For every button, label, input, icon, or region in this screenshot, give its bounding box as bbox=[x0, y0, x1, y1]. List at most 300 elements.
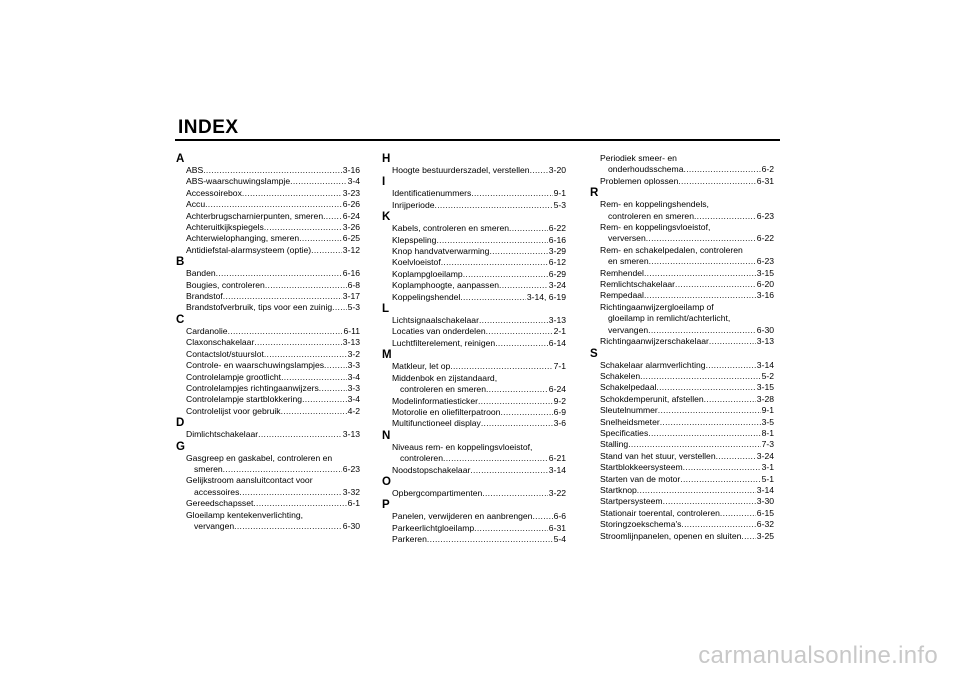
page-reference: 8-1 bbox=[761, 427, 774, 438]
leader-dots bbox=[500, 407, 552, 418]
entry-text: Contactslot/stuurslot bbox=[186, 348, 264, 359]
entry-text: en smeren bbox=[608, 256, 649, 267]
entry-text: vervangen bbox=[608, 324, 649, 335]
index-entry bbox=[589, 382, 774, 393]
entry-text: Claxonschakelaar bbox=[186, 337, 255, 348]
entry-text: ABS bbox=[186, 165, 204, 175]
leader-dots bbox=[704, 394, 756, 405]
entry-text: Richtingaanwijzerschakelaar bbox=[600, 336, 709, 347]
index-entry bbox=[381, 200, 566, 211]
page-reference: 6-12 bbox=[548, 257, 566, 268]
page-reference: 6-23 bbox=[756, 256, 774, 267]
page-reference: 6-11 bbox=[343, 325, 360, 336]
index-entry bbox=[381, 315, 566, 326]
page-reference: 6-15 bbox=[756, 507, 774, 518]
entry-text: Accessoirebox bbox=[186, 187, 242, 198]
leader-dots bbox=[471, 188, 552, 199]
page-reference: 5-2 bbox=[761, 370, 774, 381]
leader-dots bbox=[478, 396, 553, 407]
index-entry bbox=[175, 291, 360, 302]
entry-text: Koelvloeistof bbox=[392, 257, 441, 268]
entry-text: onderhoudsschema bbox=[608, 164, 684, 175]
entry-text: Multifunctioneel display bbox=[392, 418, 481, 429]
entry-text: Opbergcompartimenten bbox=[392, 487, 483, 498]
index-entry bbox=[381, 523, 566, 534]
page-reference: 5-3 bbox=[553, 199, 566, 210]
entry-text: Lichtsignaalschakelaar bbox=[392, 315, 479, 326]
entry-text: Motorolie en oliefilterpatroon bbox=[392, 406, 501, 417]
entry-text: Remhendel bbox=[600, 267, 644, 278]
entry-text: Startblokkeersysteem bbox=[600, 462, 683, 473]
leader-dots bbox=[258, 429, 342, 440]
entry-line bbox=[600, 485, 774, 496]
entry-text: Gereedschapsset bbox=[186, 498, 254, 509]
page-reference: 3-23 bbox=[342, 187, 360, 198]
leader-dots bbox=[648, 428, 760, 439]
entry-line bbox=[186, 349, 360, 360]
leader-dots bbox=[706, 360, 756, 371]
entry-text: Starten van de motor bbox=[600, 473, 681, 484]
entry-text: Accu bbox=[186, 199, 206, 210]
leader-dots bbox=[223, 291, 342, 302]
section-letter: B bbox=[176, 256, 185, 269]
leader-dots bbox=[481, 418, 553, 429]
page-reference: 6-29 bbox=[548, 268, 566, 279]
index-entry bbox=[175, 429, 360, 440]
leader-dots bbox=[435, 200, 553, 211]
page-reference: 3-4 bbox=[347, 394, 360, 405]
index-entry bbox=[589, 176, 774, 187]
entry-text: Locaties van onderdelen bbox=[392, 326, 486, 337]
index-entry bbox=[175, 280, 360, 291]
leader-dots bbox=[660, 417, 761, 428]
index-entry bbox=[381, 418, 566, 429]
section-letter: G bbox=[176, 440, 185, 453]
entry-line bbox=[186, 521, 360, 532]
entry-text: Parkeren bbox=[392, 534, 427, 545]
page-reference: 3-13 bbox=[342, 337, 360, 348]
index-entry bbox=[381, 246, 566, 257]
entry-line bbox=[600, 302, 774, 313]
leader-dots bbox=[299, 233, 342, 244]
entry-line bbox=[392, 373, 566, 384]
index-entry bbox=[589, 508, 774, 519]
page-reference: 6-16 bbox=[342, 268, 360, 279]
entry-text: Controlelijst voor gebruik bbox=[186, 405, 281, 416]
entry-line bbox=[392, 523, 566, 534]
entry-text: Stroomlijnpanelen, openen en sluiten bbox=[600, 530, 742, 541]
index-entry bbox=[589, 199, 774, 222]
entry-line bbox=[186, 383, 360, 394]
entry-line bbox=[186, 188, 360, 199]
entry-text: Matkleur, let op bbox=[392, 361, 451, 372]
leader-dots bbox=[675, 279, 756, 290]
index-entry bbox=[175, 349, 360, 360]
leader-dots bbox=[311, 245, 342, 256]
index-entry bbox=[175, 453, 360, 476]
index-entry bbox=[175, 394, 360, 405]
entry-line bbox=[186, 245, 360, 256]
index-entry bbox=[589, 405, 774, 416]
entry-text: Gelijkstroom aansluitcontact voor bbox=[186, 475, 313, 486]
page-reference: 6-31 bbox=[548, 522, 566, 533]
page-reference: 6-23 bbox=[756, 210, 774, 221]
page-reference: 3-24 bbox=[548, 280, 566, 291]
entry-line bbox=[392, 200, 566, 211]
leader-dots bbox=[216, 268, 342, 279]
leader-dots bbox=[663, 496, 756, 507]
entry-text: Problemen oplossen bbox=[600, 175, 679, 186]
entry-line bbox=[392, 223, 566, 234]
entry-line bbox=[392, 465, 566, 476]
page-reference: 6-30 bbox=[342, 520, 360, 531]
leader-dots bbox=[319, 383, 347, 394]
leader-dots bbox=[482, 488, 548, 499]
entry-line bbox=[600, 222, 774, 233]
entry-line bbox=[600, 256, 774, 267]
entry-line bbox=[392, 188, 566, 199]
leader-dots bbox=[720, 508, 756, 519]
leader-dots bbox=[644, 290, 756, 301]
entry-line bbox=[600, 531, 774, 542]
entry-text: Remlichtschakelaar bbox=[600, 279, 675, 290]
index-entry bbox=[589, 245, 774, 268]
index-entry bbox=[381, 292, 566, 303]
page-title: INDEX bbox=[178, 117, 239, 138]
entry-text: Dimlichtschakelaar bbox=[186, 429, 259, 440]
leader-dots bbox=[302, 394, 347, 405]
leader-dots bbox=[254, 337, 341, 348]
leader-dots bbox=[486, 384, 548, 395]
page-reference: 3-15 bbox=[756, 382, 774, 393]
entry-line bbox=[600, 519, 774, 530]
index-column-3 bbox=[589, 153, 774, 542]
leader-dots bbox=[436, 235, 547, 246]
leader-dots bbox=[205, 199, 342, 210]
page-reference: 6-8 bbox=[347, 279, 360, 290]
page-reference: 3-3 bbox=[347, 360, 360, 371]
index-entry bbox=[175, 211, 360, 222]
leader-dots bbox=[253, 498, 346, 509]
index-entry bbox=[175, 372, 360, 383]
index-entry bbox=[589, 485, 774, 496]
index-entry bbox=[381, 534, 566, 545]
page-reference: 3-22 bbox=[548, 487, 566, 498]
entry-line bbox=[392, 246, 566, 257]
entry-line bbox=[600, 405, 774, 416]
entry-text: Achterwielophanging, smeren bbox=[186, 233, 300, 244]
section-letter: P bbox=[382, 499, 390, 512]
entry-line bbox=[186, 394, 360, 405]
page-reference: 3-26 bbox=[342, 222, 360, 233]
leader-dots bbox=[680, 474, 760, 485]
entry-text: Startknop bbox=[600, 484, 637, 495]
section-letter: O bbox=[382, 475, 391, 488]
entry-text: Startpersysteem bbox=[600, 496, 663, 507]
index-entry bbox=[175, 326, 360, 337]
entry-line bbox=[392, 292, 566, 303]
page-reference: 3-4 bbox=[347, 176, 360, 187]
entry-text: Richtingaanwijzergloeilamp of bbox=[600, 301, 714, 312]
leader-dots bbox=[678, 176, 755, 187]
entry-line bbox=[600, 313, 774, 324]
leader-dots bbox=[242, 188, 342, 199]
page-reference: 3-2 bbox=[347, 348, 360, 359]
entry-line bbox=[600, 417, 774, 428]
index-entry bbox=[381, 280, 566, 291]
index-entry bbox=[175, 498, 360, 509]
index-entry bbox=[381, 511, 566, 522]
entry-text: Schakelen bbox=[600, 370, 641, 381]
entry-text: Parkeerlichtgloeilamp bbox=[392, 522, 475, 533]
leader-dots bbox=[441, 257, 548, 268]
page-reference: 7-3 bbox=[761, 439, 774, 450]
page-reference: 5-3 bbox=[347, 302, 360, 313]
page-reference: 3-30 bbox=[756, 496, 774, 507]
entry-text: Niveaus rem- en koppelingsvloeistof, bbox=[392, 441, 533, 452]
entry-text: Klepspeling bbox=[392, 234, 437, 245]
page-reference: 3-15 bbox=[756, 267, 774, 278]
page-reference: 6-32 bbox=[756, 519, 774, 530]
leader-dots bbox=[646, 233, 756, 244]
entry-text: Koplamphoogte, aanpassen bbox=[392, 280, 500, 291]
entry-line bbox=[186, 487, 360, 498]
leader-dots bbox=[683, 462, 761, 473]
leader-dots bbox=[709, 336, 756, 347]
index-entry bbox=[175, 245, 360, 256]
entry-line bbox=[186, 337, 360, 348]
entry-line bbox=[186, 464, 360, 475]
entry-line bbox=[186, 475, 360, 486]
page-reference: 3-13 bbox=[548, 315, 566, 326]
entry-line bbox=[186, 326, 360, 337]
entry-text: Rem- en koppelingsvloeistof, bbox=[600, 222, 711, 233]
entry-text: Modelinformatiesticker bbox=[392, 395, 478, 406]
entry-line bbox=[392, 280, 566, 291]
index-entry bbox=[589, 474, 774, 485]
leader-dots bbox=[509, 223, 548, 234]
index-entry bbox=[381, 188, 566, 199]
index-entry bbox=[175, 406, 360, 417]
entry-line bbox=[186, 211, 360, 222]
entry-line bbox=[186, 176, 360, 187]
leader-dots bbox=[264, 349, 347, 360]
entry-text: Inrijperiode bbox=[392, 199, 435, 210]
entry-text: Controlelampje grootlicht bbox=[186, 371, 282, 382]
index-entry bbox=[381, 442, 566, 465]
entry-text: Identificatienummers bbox=[392, 188, 472, 199]
entry-line bbox=[600, 290, 774, 301]
entry-text: Achteruitkijkspiegels bbox=[186, 222, 264, 233]
entry-line bbox=[392, 338, 566, 349]
section-letter: C bbox=[176, 313, 185, 326]
entry-text: smeren bbox=[194, 463, 223, 474]
section-letter: M bbox=[382, 349, 392, 362]
entry-line bbox=[392, 257, 566, 268]
leader-dots bbox=[228, 326, 343, 337]
index-entry bbox=[175, 302, 360, 313]
entry-text: gloeilamp in remlicht/achterlicht, bbox=[608, 313, 731, 324]
leader-dots bbox=[648, 325, 756, 336]
page-reference: 6-14 bbox=[548, 337, 566, 348]
index-entry bbox=[589, 302, 774, 336]
entry-line bbox=[186, 165, 360, 176]
entry-text: Controle- en waarschuwingslampjes bbox=[186, 360, 325, 371]
leader-dots bbox=[460, 292, 525, 303]
entry-line bbox=[186, 498, 360, 509]
index-entry bbox=[589, 462, 774, 473]
page-reference: 6-6 bbox=[553, 511, 566, 522]
entry-line bbox=[600, 176, 774, 187]
index-entry bbox=[589, 451, 774, 462]
entry-text: Stationair toerental, controleren bbox=[600, 507, 720, 518]
index-entry bbox=[381, 269, 566, 280]
index-entry bbox=[589, 222, 774, 245]
page-reference: 3-14, 6-19 bbox=[526, 291, 566, 302]
page-reference: 6-30 bbox=[756, 324, 774, 335]
leader-dots bbox=[656, 382, 755, 393]
entry-line bbox=[392, 511, 566, 522]
index-entry bbox=[381, 165, 566, 176]
entry-text: Stalling bbox=[600, 439, 629, 450]
entry-text: Rem- en schakelpedalen, controleren bbox=[600, 244, 743, 255]
leader-dots bbox=[479, 315, 548, 326]
page-reference: 3-24 bbox=[756, 450, 774, 461]
page-reference: 6-9 bbox=[553, 406, 566, 417]
page-reference: 6-23 bbox=[342, 463, 360, 474]
page-reference: 3-1 bbox=[761, 462, 774, 473]
leader-dots bbox=[658, 405, 761, 416]
entry-line bbox=[392, 384, 566, 395]
section-letter: A bbox=[176, 153, 185, 165]
index-entry bbox=[589, 531, 774, 542]
entry-line bbox=[392, 315, 566, 326]
page-reference: 3-25 bbox=[756, 530, 774, 541]
entry-line bbox=[600, 164, 774, 175]
leader-dots bbox=[203, 165, 342, 176]
page-reference: 5-1 bbox=[761, 473, 774, 484]
page-reference: 9-2 bbox=[553, 395, 566, 406]
entry-line bbox=[600, 371, 774, 382]
entry-text: Gloeilamp kentekenverlichting, bbox=[186, 509, 304, 520]
entry-line bbox=[186, 372, 360, 383]
entry-text: Sleutelnummer bbox=[600, 405, 658, 416]
index-entry bbox=[381, 373, 566, 396]
page-reference: 3-5 bbox=[761, 416, 774, 427]
page-reference: 3-17 bbox=[342, 291, 360, 302]
entry-line bbox=[600, 508, 774, 519]
page-reference: 6-1 bbox=[347, 498, 360, 509]
entry-line bbox=[392, 269, 566, 280]
entry-line bbox=[392, 396, 566, 407]
page-reference: 2-1 bbox=[553, 326, 566, 337]
entry-line bbox=[186, 453, 360, 464]
entry-text: Brandstofverbruik, tips voor een zuinig bbox=[186, 302, 333, 313]
index-entry bbox=[175, 268, 360, 279]
entry-line bbox=[186, 302, 360, 313]
entry-text: controleren en smeren bbox=[608, 210, 694, 221]
entry-line bbox=[600, 428, 774, 439]
leader-dots bbox=[324, 360, 347, 371]
index-entry bbox=[381, 235, 566, 246]
page-reference: 4-2 bbox=[347, 405, 360, 416]
page-reference: 7-1 bbox=[553, 361, 566, 372]
entry-line bbox=[600, 233, 774, 244]
leader-dots bbox=[486, 326, 553, 337]
entry-text: Rempedaal bbox=[600, 290, 644, 301]
entry-line bbox=[186, 233, 360, 244]
section-letter: H bbox=[382, 153, 391, 165]
entry-text: vervangen bbox=[194, 520, 235, 531]
entry-line bbox=[186, 280, 360, 291]
entry-text: Antidiefstal-alarmsysteem (optie) bbox=[186, 244, 312, 255]
section-letter: N bbox=[382, 429, 391, 442]
page-reference: 6-24 bbox=[342, 210, 360, 221]
index-entry bbox=[175, 475, 360, 498]
entry-line bbox=[392, 488, 566, 499]
index-entry bbox=[381, 223, 566, 234]
entry-text: Panelen, verwijderen en aanbrengen bbox=[392, 511, 533, 522]
entry-line bbox=[600, 474, 774, 485]
entry-text: Kabels, controleren en smeren bbox=[392, 223, 510, 234]
leader-dots bbox=[694, 211, 756, 222]
page-reference: 3-29 bbox=[548, 246, 566, 257]
index-entry bbox=[381, 488, 566, 499]
leader-dots bbox=[332, 302, 346, 313]
entry-line bbox=[186, 510, 360, 521]
page-reference: 6-31 bbox=[756, 175, 774, 186]
entry-text: Schokdemperunit, afstellen bbox=[600, 393, 704, 404]
index-entry bbox=[381, 396, 566, 407]
page-reference: 9-1 bbox=[761, 405, 774, 416]
entry-line bbox=[392, 534, 566, 545]
page-reference: 3-3 bbox=[347, 382, 360, 393]
leader-dots bbox=[640, 371, 760, 382]
page-reference: 9-1 bbox=[553, 188, 566, 199]
entry-text: controleren bbox=[400, 453, 443, 464]
page-reference: 3-16 bbox=[756, 290, 774, 301]
entry-line bbox=[600, 394, 774, 405]
index-entry bbox=[589, 394, 774, 405]
index-entry bbox=[589, 439, 774, 450]
entry-line bbox=[392, 442, 566, 453]
page-reference: 3-32 bbox=[342, 486, 360, 497]
index-entry bbox=[589, 428, 774, 439]
entry-line bbox=[186, 406, 360, 417]
entry-text: Banden bbox=[186, 268, 216, 279]
leader-dots bbox=[499, 280, 548, 291]
leader-dots bbox=[427, 534, 553, 545]
page-reference: 3-14 bbox=[756, 359, 774, 370]
entry-line bbox=[186, 429, 360, 440]
page-reference: 5-4 bbox=[553, 534, 566, 545]
leader-dots bbox=[281, 406, 347, 417]
entry-line bbox=[392, 235, 566, 246]
entry-text: verversen bbox=[608, 233, 646, 244]
page-reference: 3-14 bbox=[548, 464, 566, 475]
entry-line bbox=[392, 165, 566, 176]
index-entry bbox=[381, 338, 566, 349]
leader-dots bbox=[741, 531, 755, 542]
entry-line bbox=[600, 325, 774, 336]
entry-text: controleren en smeren bbox=[400, 384, 486, 395]
entry-line bbox=[600, 496, 774, 507]
index-entry bbox=[589, 519, 774, 530]
index-entry bbox=[381, 257, 566, 268]
leader-dots bbox=[628, 439, 760, 450]
leader-dots bbox=[716, 451, 756, 462]
entry-text: Brandstof bbox=[186, 291, 223, 302]
